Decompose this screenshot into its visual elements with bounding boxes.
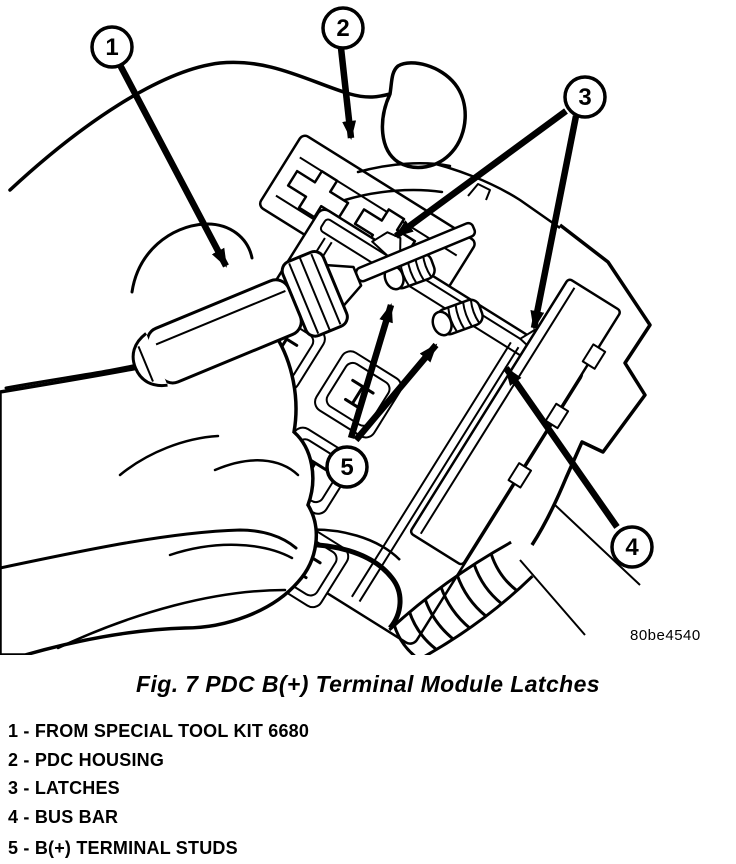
figure-legend (8, 717, 728, 863)
legend-separator: - (18, 721, 35, 741)
image-code: 80be4540 (630, 627, 701, 644)
figure-caption: Fig. 7 PDC B(+) Terminal Module Latches (136, 671, 600, 697)
callout-4 (612, 527, 652, 567)
legend-item-number: 1 (8, 721, 19, 741)
legend-item-number: 3 (8, 778, 19, 798)
callout-2 (323, 8, 363, 48)
legend-item-label: B(+) TERMINAL STUDS (34, 838, 238, 858)
callout-5-number: 5 (340, 454, 354, 481)
callout-1-arrow (120, 65, 226, 266)
callout-5 (327, 447, 367, 487)
legend-item-4 (8, 803, 728, 832)
legend-item-number: 5 (8, 838, 19, 858)
callout-2-number: 2 (336, 15, 350, 42)
legend-item-label: FROM SPECIAL TOOL KIT 6680 (34, 721, 310, 741)
index-finger (382, 63, 465, 168)
legend-separator: - (18, 838, 35, 858)
callout-3-number: 3 (578, 84, 592, 111)
legend-separator: - (18, 749, 35, 770)
legend-separator: - (18, 806, 35, 827)
legend-item-5 (8, 834, 728, 863)
legend-item-number: 4 (8, 806, 19, 827)
callout-1-number: 1 (105, 34, 119, 61)
legend-item-label: PDC HOUSING (34, 749, 165, 770)
legend-item-3 (8, 774, 728, 803)
legend-item-1 (8, 717, 728, 746)
callout-4-number: 4 (625, 534, 639, 561)
legend-separator: - (18, 778, 35, 798)
legend-item-label: LATCHES (34, 778, 120, 798)
legend-item-2 (8, 746, 728, 775)
callout-3 (565, 77, 605, 117)
callout-1 (92, 27, 132, 67)
legend-item-label: BUS BAR (34, 806, 119, 827)
legend-item-number: 2 (8, 749, 19, 770)
